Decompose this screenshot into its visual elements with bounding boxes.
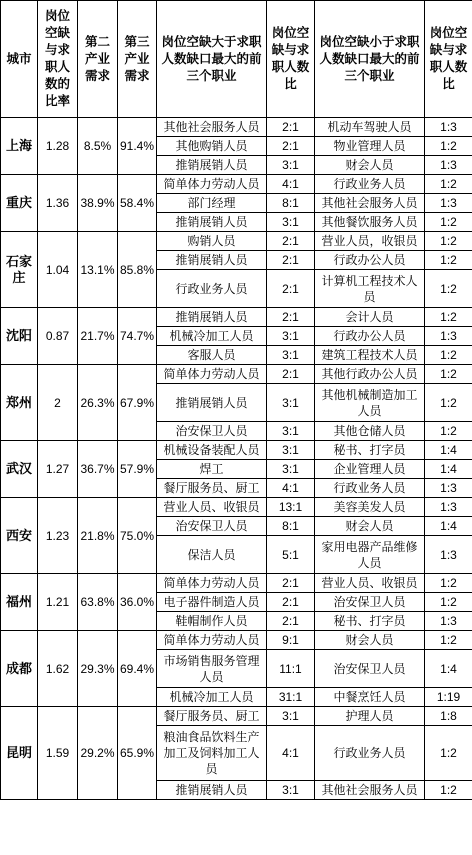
shortage-ratio: 3:1 — [267, 213, 315, 232]
header-row — [1, 1, 472, 118]
header-secondary: 第二产业需求 — [78, 1, 118, 118]
surplus-ratio: 1:4 — [425, 650, 472, 688]
surplus-occupation: 财会人员 — [315, 156, 425, 175]
shortage-ratio: 9:1 — [267, 631, 315, 650]
surplus-occupation: 会计人员 — [315, 308, 425, 327]
table-row — [1, 175, 472, 194]
city-name: 郑州 — [1, 365, 38, 441]
shortage-occupation: 营业人员、收银员 — [157, 498, 267, 517]
shortage-ratio: 2:1 — [267, 574, 315, 593]
shortage-ratio: 4:1 — [267, 175, 315, 194]
surplus-ratio: 1:3 — [425, 194, 472, 213]
surplus-occupation: 家用电器产品维修人员 — [315, 536, 425, 574]
secondary-demand: 29.3% — [78, 631, 118, 707]
surplus-occupation: 营业人员，收银员 — [315, 232, 425, 251]
shortage-ratio: 2:1 — [267, 308, 315, 327]
surplus-ratio: 1:2 — [425, 213, 472, 232]
shortage-ratio: 2:1 — [267, 251, 315, 270]
city-name: 成都 — [1, 631, 38, 707]
surplus-ratio: 1:2 — [425, 365, 472, 384]
surplus-ratio: 1:3 — [425, 612, 472, 631]
surplus-occupation: 建筑工程技术人员 — [315, 346, 425, 365]
city-name: 重庆 — [1, 175, 38, 232]
surplus-occupation: 行政业务人员 — [315, 726, 425, 781]
tertiary-demand: 36.0% — [118, 574, 157, 631]
surplus-occupation: 护理人员 — [315, 707, 425, 726]
surplus-ratio: 1:8 — [425, 707, 472, 726]
shortage-ratio: 2:1 — [267, 593, 315, 612]
shortage-occupation: 机械冷加工人员 — [157, 688, 267, 707]
shortage-occupation: 机械冷加工人员 — [157, 327, 267, 346]
shortage-occupation: 购销人员 — [157, 232, 267, 251]
shortage-ratio: 3:1 — [267, 781, 315, 800]
shortage-occupation: 推销展销人员 — [157, 384, 267, 422]
tertiary-demand: 57.9% — [118, 441, 157, 498]
surplus-occupation: 秘书、打字员 — [315, 441, 425, 460]
header-tertiary: 第三产业需求 — [118, 1, 157, 118]
surplus-occupation: 其他社会服务人员 — [315, 194, 425, 213]
shortage-occupation: 治安保卫人员 — [157, 517, 267, 536]
surplus-occupation: 行政业务人员 — [315, 479, 425, 498]
shortage-occupation: 推销展销人员 — [157, 251, 267, 270]
surplus-occupation: 行政办公人员 — [315, 327, 425, 346]
surplus-ratio: 1:2 — [425, 422, 472, 441]
tertiary-demand: 67.9% — [118, 365, 157, 441]
secondary-demand: 13.1% — [78, 232, 118, 308]
shortage-occupation: 推销展销人员 — [157, 213, 267, 232]
surplus-occupation: 美容美发人员 — [315, 498, 425, 517]
vacancy-ratio: 1.21 — [38, 574, 78, 631]
shortage-ratio: 2:1 — [267, 270, 315, 308]
tertiary-demand: 69.4% — [118, 631, 157, 707]
secondary-demand: 8.5% — [78, 118, 118, 175]
surplus-occupation: 营业人员、收银员 — [315, 574, 425, 593]
shortage-occupation: 治安保卫人员 — [157, 422, 267, 441]
table-body — [1, 118, 472, 800]
surplus-occupation: 计算机工程技术人员 — [315, 270, 425, 308]
header-city: 城市 — [1, 1, 38, 118]
shortage-occupation: 餐厅服务员、厨工 — [157, 707, 267, 726]
surplus-occupation: 行政办公人员 — [315, 251, 425, 270]
shortage-occupation: 简单体力劳动人员 — [157, 631, 267, 650]
shortage-ratio: 5:1 — [267, 536, 315, 574]
shortage-occupation: 部门经理 — [157, 194, 267, 213]
vacancy-ratio: 1.62 — [38, 631, 78, 707]
shortage-occupation: 其他购销人员 — [157, 137, 267, 156]
shortage-ratio: 3:1 — [267, 441, 315, 460]
surplus-ratio: 1:2 — [425, 631, 472, 650]
shortage-occupation: 机械设备装配人员 — [157, 441, 267, 460]
table-row — [1, 308, 472, 327]
surplus-ratio: 1:2 — [425, 175, 472, 194]
shortage-ratio: 3:1 — [267, 156, 315, 175]
surplus-occupation: 其他餐饮服务人员 — [315, 213, 425, 232]
surplus-ratio: 1:3 — [425, 156, 472, 175]
secondary-demand: 38.9% — [78, 175, 118, 232]
surplus-ratio: 1:3 — [425, 536, 472, 574]
vacancy-ratio: 1.36 — [38, 175, 78, 232]
surplus-occupation: 物业管理人员 — [315, 137, 425, 156]
city-name: 西安 — [1, 498, 38, 574]
surplus-ratio: 1:4 — [425, 517, 472, 536]
surplus-occupation: 治安保卫人员 — [315, 650, 425, 688]
tertiary-demand: 75.0% — [118, 498, 157, 574]
surplus-occupation: 其他社会服务人员 — [315, 781, 425, 800]
surplus-ratio: 1:2 — [425, 346, 472, 365]
shortage-occupation: 鞋帽制作人员 — [157, 612, 267, 631]
shortage-occupation: 简单体力劳动人员 — [157, 365, 267, 384]
table-row — [1, 441, 472, 460]
secondary-demand: 26.3% — [78, 365, 118, 441]
surplus-ratio: 1:3 — [425, 498, 472, 517]
shortage-ratio: 4:1 — [267, 479, 315, 498]
city-name: 沈阳 — [1, 308, 38, 365]
shortage-ratio: 2:1 — [267, 232, 315, 251]
shortage-ratio: 2:1 — [267, 612, 315, 631]
shortage-ratio: 13:1 — [267, 498, 315, 517]
shortage-ratio: 11:1 — [267, 650, 315, 688]
surplus-ratio: 1:2 — [425, 270, 472, 308]
shortage-ratio: 3:1 — [267, 346, 315, 365]
shortage-occupation: 电子器件制造人员 — [157, 593, 267, 612]
city-name: 武汉 — [1, 441, 38, 498]
city-name: 福州 — [1, 574, 38, 631]
shortage-ratio: 3:1 — [267, 707, 315, 726]
shortage-occupation: 简单体力劳动人员 — [157, 175, 267, 194]
surplus-occupation: 行政业务人员 — [315, 175, 425, 194]
vacancy-ratio: 1.27 — [38, 441, 78, 498]
header-top-shortage-ratio: 岗位空缺与求职人数比 — [267, 1, 315, 118]
surplus-ratio: 1:2 — [425, 781, 472, 800]
surplus-ratio: 1:2 — [425, 251, 472, 270]
surplus-occupation: 治安保卫人员 — [315, 593, 425, 612]
shortage-ratio: 4:1 — [267, 726, 315, 781]
surplus-ratio: 1:2 — [425, 593, 472, 612]
header-top-shortage: 岗位空缺大于求职人数缺口最大的前三个职业 — [157, 1, 267, 118]
shortage-occupation: 简单体力劳动人员 — [157, 574, 267, 593]
surplus-ratio: 1:4 — [425, 460, 472, 479]
header-top-surplus-ratio: 岗位空缺与求职人数比 — [425, 1, 472, 118]
surplus-ratio: 1:2 — [425, 232, 472, 251]
header-top-surplus: 岗位空缺小于求职人数缺口最大的前三个职业 — [315, 1, 425, 118]
table-row — [1, 118, 472, 137]
surplus-ratio: 1:4 — [425, 441, 472, 460]
tertiary-demand: 85.8% — [118, 232, 157, 308]
city-name: 昆明 — [1, 707, 38, 800]
tertiary-demand: 91.4% — [118, 118, 157, 175]
surplus-occupation: 其他机械制造加工人员 — [315, 384, 425, 422]
vacancy-ratio: 1.04 — [38, 232, 78, 308]
surplus-ratio: 1:2 — [425, 574, 472, 593]
shortage-ratio: 8:1 — [267, 194, 315, 213]
surplus-occupation: 其他仓储人员 — [315, 422, 425, 441]
tertiary-demand: 74.7% — [118, 308, 157, 365]
vacancy-ratio: 1.23 — [38, 498, 78, 574]
shortage-ratio: 3:1 — [267, 422, 315, 441]
secondary-demand: 36.7% — [78, 441, 118, 498]
surplus-occupation: 财会人员 — [315, 517, 425, 536]
shortage-ratio: 2:1 — [267, 118, 315, 137]
table-row — [1, 631, 472, 650]
surplus-occupation: 财会人员 — [315, 631, 425, 650]
surplus-ratio: 1:3 — [425, 118, 472, 137]
header-ratio: 岗位空缺与求职人数的比率 — [38, 1, 78, 118]
table-row — [1, 574, 472, 593]
shortage-occupation: 推销展销人员 — [157, 308, 267, 327]
surplus-ratio: 1:2 — [425, 137, 472, 156]
table-row — [1, 232, 472, 251]
shortage-occupation: 其他社会服务人员 — [157, 118, 267, 137]
surplus-ratio: 1:2 — [425, 726, 472, 781]
shortage-occupation: 焊工 — [157, 460, 267, 479]
shortage-occupation: 粮油食品饮料生产加工及饲料加工人员 — [157, 726, 267, 781]
vacancy-ratio: 1.59 — [38, 707, 78, 800]
secondary-demand: 29.2% — [78, 707, 118, 800]
shortage-ratio: 31:1 — [267, 688, 315, 707]
shortage-occupation: 市场销售服务管理人员 — [157, 650, 267, 688]
surplus-occupation: 企业管理人员 — [315, 460, 425, 479]
surplus-occupation: 秘书、打字员 — [315, 612, 425, 631]
tertiary-demand: 58.4% — [118, 175, 157, 232]
surplus-occupation: 机动车驾驶人员 — [315, 118, 425, 137]
vacancy-ratio: 1.28 — [38, 118, 78, 175]
tertiary-demand: 65.9% — [118, 707, 157, 800]
shortage-ratio: 8:1 — [267, 517, 315, 536]
surplus-ratio: 1:3 — [425, 327, 472, 346]
city-name: 上海 — [1, 118, 38, 175]
surplus-ratio: 1:3 — [425, 479, 472, 498]
surplus-ratio: 1:2 — [425, 308, 472, 327]
surplus-ratio: 1:2 — [425, 384, 472, 422]
secondary-demand: 63.8% — [78, 574, 118, 631]
surplus-occupation: 中餐烹饪人员 — [315, 688, 425, 707]
table-row — [1, 365, 472, 384]
secondary-demand: 21.8% — [78, 498, 118, 574]
shortage-occupation: 推销展销人员 — [157, 156, 267, 175]
city-name: 石家庄 — [1, 232, 38, 308]
shortage-occupation: 保洁人员 — [157, 536, 267, 574]
table-row — [1, 707, 472, 726]
shortage-ratio: 2:1 — [267, 365, 315, 384]
surplus-ratio: 1:19 — [425, 688, 472, 707]
surplus-occupation: 其他行政办公人员 — [315, 365, 425, 384]
table-row — [1, 498, 472, 517]
shortage-occupation: 行政业务人员 — [157, 270, 267, 308]
vacancy-ratio: 2 — [38, 365, 78, 441]
shortage-ratio: 3:1 — [267, 384, 315, 422]
shortage-ratio: 3:1 — [267, 327, 315, 346]
secondary-demand: 21.7% — [78, 308, 118, 365]
shortage-ratio: 3:1 — [267, 460, 315, 479]
shortage-ratio: 2:1 — [267, 137, 315, 156]
shortage-occupation: 客服人员 — [157, 346, 267, 365]
vacancy-ratio: 0.87 — [38, 308, 78, 365]
shortage-occupation: 推销展销人员 — [157, 781, 267, 800]
shortage-occupation: 餐厅服务员、厨工 — [157, 479, 267, 498]
